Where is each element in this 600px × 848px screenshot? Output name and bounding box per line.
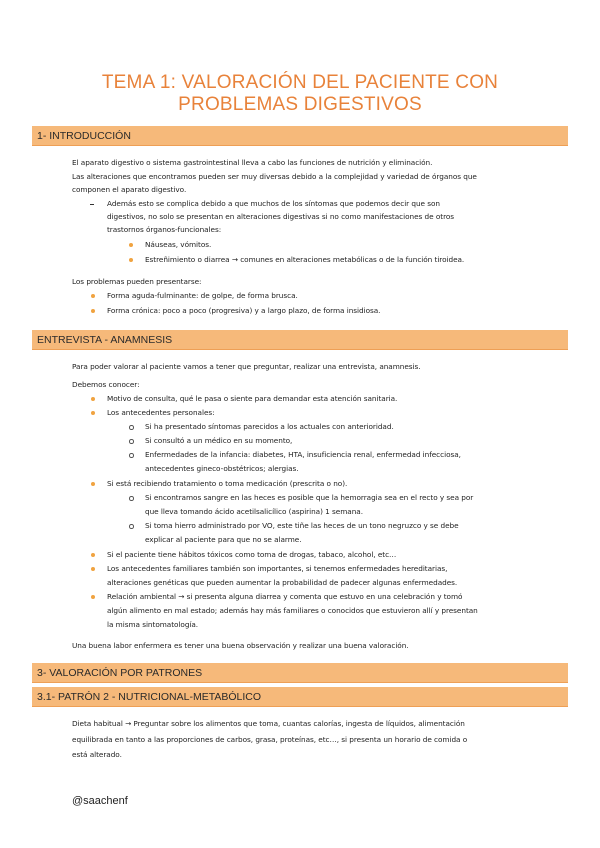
circle-bullet <box>129 425 134 430</box>
anam-bullet-motivo: Motivo de consulta, qué le pasa o siente para demandar esta atención sanitaria. <box>107 394 398 403</box>
author-handle: @saachenf <box>72 795 128 807</box>
section-header-valoracion: 3- VALORACIÓN POR PATRONES <box>32 663 568 683</box>
title-line-2: PROBLEMAS DIGESTIVOS <box>178 94 422 115</box>
anam-bullet-tratamiento: Si está recibiendo tratamiento o toma medicación (prescrita o no). <box>107 479 348 488</box>
bullet-dot <box>91 567 95 571</box>
document-title <box>60 72 540 116</box>
patron-line-2: equilibrada en tanto a las proporciones de carbos, grasa, proteínas, etc…, si presenta un horario de comida o <box>72 735 468 744</box>
bullet-dot <box>91 397 95 401</box>
anam-paragraph-3: Una buena labor enfermera es tener una buena observación y realizar una buena valoración. <box>72 641 409 650</box>
intro-bullet-cronica: Forma crónica: poco a poco (progresiva) y a largo plazo, de forma insidiosa. <box>107 306 381 315</box>
intro-paragraph-3: Los problemas pueden presentarse: <box>72 277 202 286</box>
anam-sub-sintomas: Si ha presentado síntomas parecidos a los actuales con anterioridad. <box>145 422 394 431</box>
bullet-dot <box>91 595 95 599</box>
section-header-patron-2: 3.1- PATRÓN 2 - NUTRICIONAL-METABÓLICO <box>32 687 568 707</box>
anam-bullet-toxicos: Si el paciente tiene hábitos tóxicos como toma de drogas, tabaco, alcohol, etc… <box>107 550 397 559</box>
anam-bullet-antecedentes: Los antecedentes personales: <box>107 408 215 417</box>
bullet-dot <box>91 309 95 313</box>
patron-line-3: está alterado. <box>72 750 122 759</box>
anam-sub-sangre-a: Si encontramos sangre en las heces es posible que la hemorragia sea en el recto y sea por <box>145 493 474 502</box>
patron-line-1: Dieta habitual → Preguntar sobre los alimentos que toma, cuantas calorías, ingesta de líquidos, alimentación <box>72 719 465 728</box>
intro-bullet-nauseas: Náuseas, vómitos. <box>145 240 212 249</box>
anam-sub-consulto: Si consultó a un médico en su momento, <box>145 436 293 445</box>
anam-sub-hierro-b: explicar al paciente para que no se alarme. <box>145 535 302 544</box>
title-line-1: TEMA 1: VALORACIÓN DEL PACIENTE CON <box>101 72 499 93</box>
intro-paragraph-2b: componen el aparato digestivo. <box>72 185 187 194</box>
anam-bullet-ambiental-b: algún alimento en mal estado; además hay más familiares o conocidos que estuvieron allí y presentan <box>107 606 478 615</box>
bullet-dot <box>91 553 95 557</box>
circle-bullet <box>129 524 134 529</box>
anam-bullet-familiares-b: alteraciones genéticas que pueden aumentar la probabilidad de padecer algunas enfermedades. <box>107 578 458 587</box>
anam-sub-infancia-b: antecedentes gineco-obstétricos; alergias. <box>145 464 299 473</box>
anam-sub-sangre-b: que lleva tomando ácido acetilsalicílico (aspirina) 1 semana. <box>145 507 363 516</box>
bullet-dot <box>129 258 133 262</box>
anam-bullet-ambiental-a: Relación ambiental → si presenta alguna diarrea y comenta que estuvo en una celebración y tomó <box>107 592 463 601</box>
anam-paragraph-2: Debemos conocer: <box>72 380 140 389</box>
intro-dash-line-a: Además esto se complica debido a que muchos de los síntomas que podemos decir que son <box>107 199 441 208</box>
circle-bullet <box>129 453 134 458</box>
bullet-dot <box>91 482 95 486</box>
intro-bullet-aguda: Forma aguda-fulminante: de golpe, de forma brusca. <box>107 291 298 300</box>
dash-bullet <box>90 204 94 205</box>
intro-dash-line-b: digestivos, no solo se presentan en alteraciones digestivas si no como manifestaciones de otros <box>107 212 455 221</box>
intro-paragraph-2a: Las alteraciones que encontramos pueden ser muy diversas debido a la complejidad y variedad de órganos que <box>72 172 477 181</box>
anam-sub-hierro-a: Si toma hierro administrado por VO, este tiñe las heces de un tono negruzco y se debe <box>145 521 459 530</box>
bullet-dot <box>91 294 95 298</box>
circle-bullet <box>129 496 134 501</box>
intro-paragraph-1: El aparato digestivo o sistema gastrointestinal lleva a cabo las funciones de nutrición y eliminación. <box>72 158 433 167</box>
circle-bullet <box>129 439 134 444</box>
intro-dash-line-c: trastornos órganos-funcionales: <box>107 225 222 234</box>
bullet-dot <box>129 243 133 247</box>
anam-bullet-ambiental-c: la misma sintomatología. <box>107 620 199 629</box>
section-header-introduccion: 1- INTRODUCCIÓN <box>32 126 568 146</box>
intro-bullet-estrenimiento: Estreñimiento o diarrea → comunes en alteraciones metabólicas o de la función tiroidea. <box>145 255 465 264</box>
anam-paragraph-1: Para poder valorar al paciente vamos a tener que preguntar, realizar una entrevista, anamnesis. <box>72 362 421 371</box>
anam-bullet-familiares-a: Los antecedentes familiares también son importantes, si tenemos enfermedades hereditarias, <box>107 564 448 573</box>
anam-sub-infancia-a: Enfermedades de la infancia: diabetes, HTA, insuficiencia renal, enfermedad infecciosa, <box>145 450 461 459</box>
bullet-dot <box>91 411 95 415</box>
section-header-anamnesis: ENTREVISTA - ANAMNESIS <box>32 330 568 350</box>
